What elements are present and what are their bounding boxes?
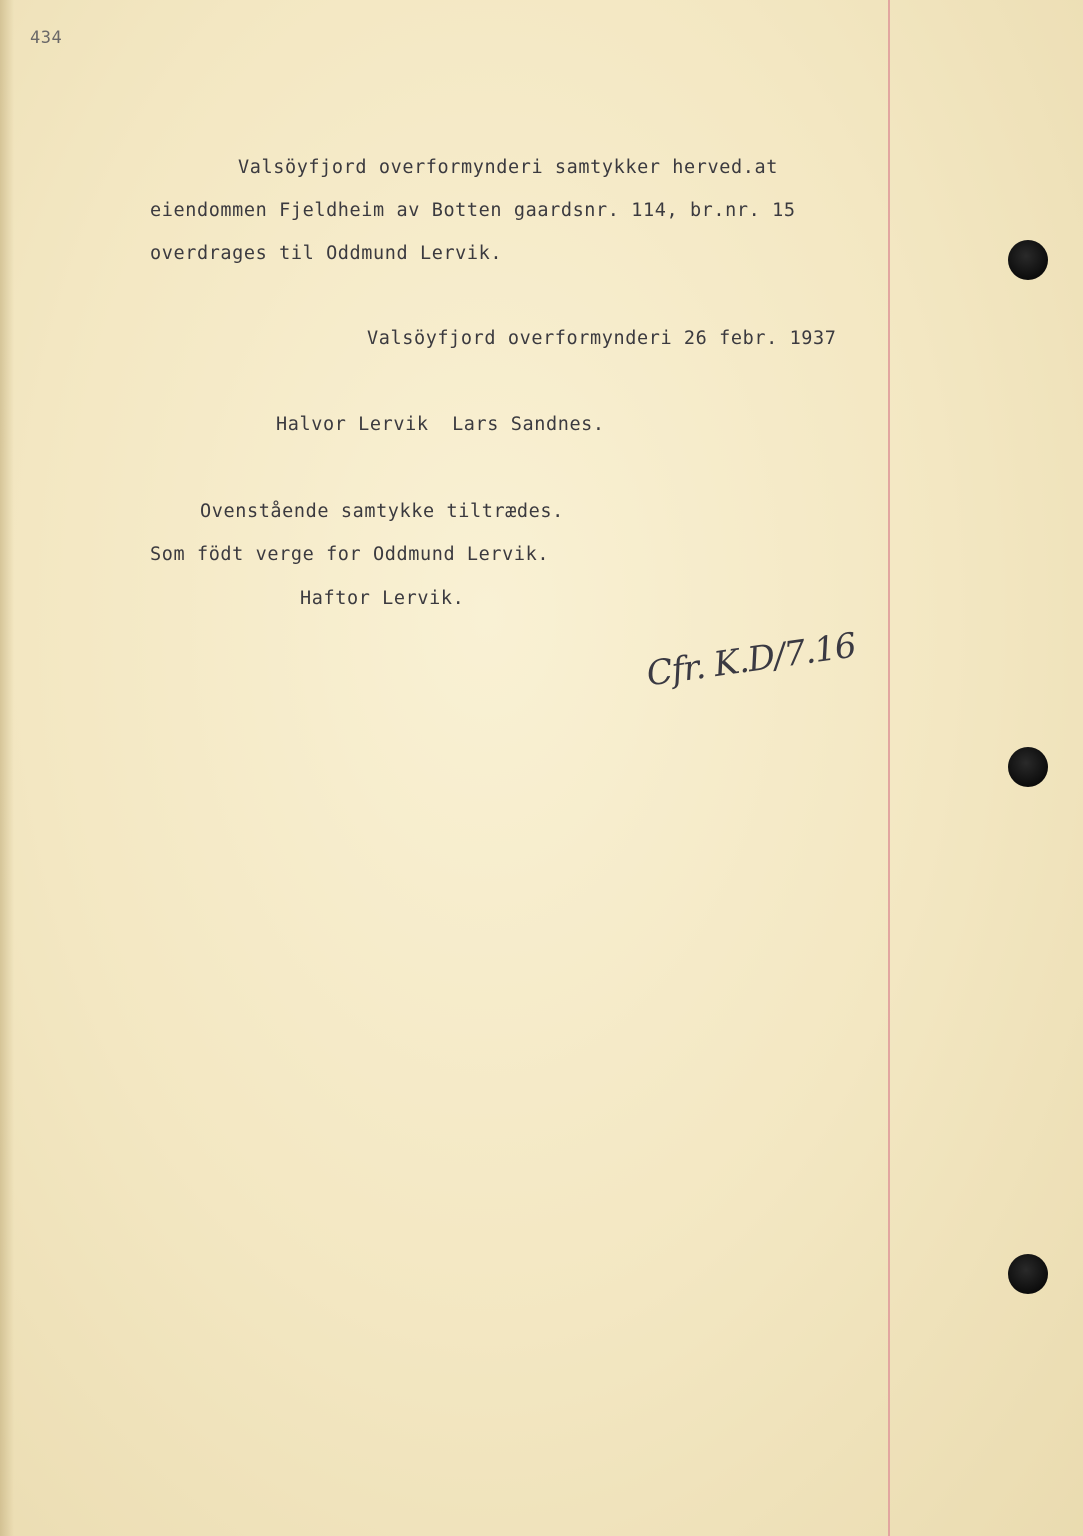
handwritten-signature: Cfr. K.D/7.16 <box>644 625 859 695</box>
text-line-6: Ovenstående samtykke tiltrædes. <box>200 501 564 522</box>
text-line-5: Halvor Lervik Lars Sandnes. <box>276 414 605 435</box>
punch-hole-bottom <box>1008 1254 1048 1294</box>
punch-hole-middle <box>1008 747 1048 787</box>
text-line-7: Som födt verge for Oddmund Lervik. <box>150 544 550 565</box>
paper-edge-shadow <box>0 0 14 1536</box>
text-line-4: Valsöyfjord overformynderi 26 febr. 1937 <box>367 328 837 349</box>
text-line-3: overdrages til Oddmund Lervik. <box>150 243 503 264</box>
text-line-2: eiendommen Fjeldheim av Botten gaardsnr. 114, br.nr. 15 <box>150 200 796 221</box>
text-line-1: Valsöyfjord overformynderi samtykker herved.at <box>238 157 778 178</box>
text-line-8: Haftor Lervik. <box>300 588 465 609</box>
margin-line <box>888 0 890 1536</box>
punch-hole-top <box>1008 240 1048 280</box>
page-number: 434 <box>30 28 63 48</box>
